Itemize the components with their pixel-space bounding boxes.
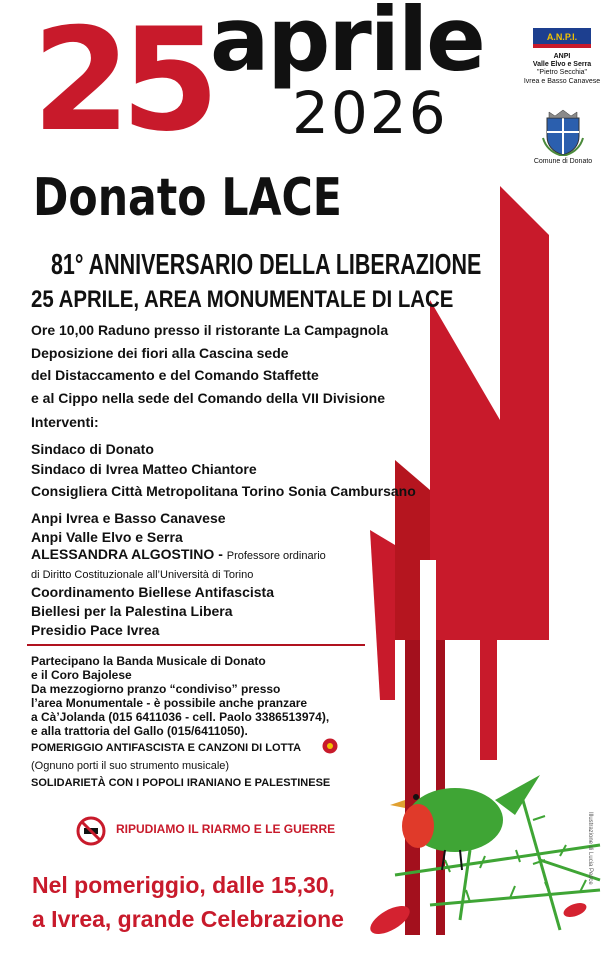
anpi-logo-icon: [533, 28, 591, 48]
speaker-role: Professore ordinario: [226, 550, 326, 562]
info-line: SOLIDARIETÀ CON I POPOLI IRANIANO E PALESTINESE: [31, 777, 331, 789]
monument-lower-right: [480, 640, 497, 760]
speaker: Anpi Ivrea e Basso Canavese: [31, 510, 226, 526]
speaker: Coordinamento Biellese Antifascista: [31, 584, 274, 600]
year: 2026: [292, 79, 448, 147]
municipality-name: Comune di Donato: [533, 158, 593, 165]
no-weapons-icon: [76, 816, 106, 846]
music-badge-icon: [322, 738, 338, 754]
anpi-section: Valle Elvo e Serra: [532, 61, 592, 68]
speaker: Sindaco di Donato: [31, 441, 154, 457]
monument-blade: [370, 530, 395, 700]
anpi-dedication: "Pietro Secchia": [536, 69, 588, 76]
speaker: Anpi Valle Elvo e Serra: [31, 529, 183, 545]
section-divider: [27, 644, 365, 646]
date-location-line: [31, 288, 453, 312]
speaker-name: ALESSANDRA ALGOSTINO -: [31, 546, 227, 562]
speakers-heading: Interventi:: [31, 414, 99, 430]
speaker: Consigliera Città Metropolitana Torino Sonia Cambursano: [31, 483, 416, 499]
day-number: 25: [32, 0, 210, 163]
speaker-role-cont: di Diritto Costituzionale all’Università di Torino: [31, 569, 254, 581]
info-line: (Ognuno porti il suo strumento musicale): [31, 760, 230, 772]
speaker: [31, 546, 326, 564]
program-line: Ore 10,00 Raduno presso il ristorante La Campagnola: [31, 322, 389, 338]
event-place-title: Donato LACE: [33, 168, 342, 228]
municipality-crest-icon: [541, 108, 585, 156]
program-line: Deposizione dei fiori alla Cascina sede: [31, 345, 289, 361]
monument-spire-main: [500, 186, 549, 640]
location: AREA MONUMENTALE DI LACE: [139, 286, 454, 313]
info-line: e il Coro Bajolese: [31, 668, 132, 682]
speaker-prefix: Sindaco di: [31, 461, 106, 477]
speaker: Biellesi per la Palestina Libera: [31, 603, 233, 619]
anpi-name: ANPI: [553, 53, 571, 60]
program-line: e al Cippo nella sede del Comando della VII Divisione: [31, 390, 385, 406]
closing-line: Nel pomeriggio, dalle 15,30,: [32, 872, 335, 898]
info-line: Partecipano la Banda Musicale di Donato: [31, 654, 266, 668]
closing-line: a Ivrea, grande Celebrazione: [32, 906, 344, 932]
program-line: del Distaccamento e del Comando Staffette: [31, 367, 319, 383]
date-bold: 25 APRILE,: [31, 286, 140, 313]
speaker-name: Ivrea Matteo Chiantore: [105, 461, 257, 477]
red-leaf: [562, 900, 589, 919]
info-line: POMERIGGIO ANTIFASCISTA E CANZONI DI LOTTA: [31, 742, 302, 754]
monument-cut: [420, 560, 436, 930]
speaker: [31, 461, 257, 477]
info-line: a Cà’Jolanda (015 6411036 - cell. Paolo 3386513974),: [31, 710, 330, 724]
info-line: e alla trattoria del Gallo (015/6411050).: [31, 724, 248, 738]
info-line: Da mezzogiorno pranzo “condiviso” presso: [31, 682, 281, 696]
anpi-logo-text: A.N.P.I.: [546, 32, 578, 42]
peace-slogan: RIPUDIAMO IL RIARMO E LE GUERRE: [116, 822, 336, 836]
anniversary-title: 81° ANNIVERSARIO DELLA LIBERAZIONE: [51, 249, 482, 281]
month-name: aprile: [210, 0, 484, 91]
anpi-area: Ivrea e Basso Canavese: [523, 78, 601, 85]
illustration-credit: Illustrazione di Lucia Pesce: [587, 812, 593, 885]
monument-lower-left: [405, 640, 420, 935]
info-line: l’area Monumentale - è possibile anche pranzare: [31, 696, 308, 710]
speaker: Presidio Pace Ivrea: [31, 622, 160, 638]
monument-spire-left: [430, 300, 500, 640]
monument-lower: [436, 640, 445, 935]
